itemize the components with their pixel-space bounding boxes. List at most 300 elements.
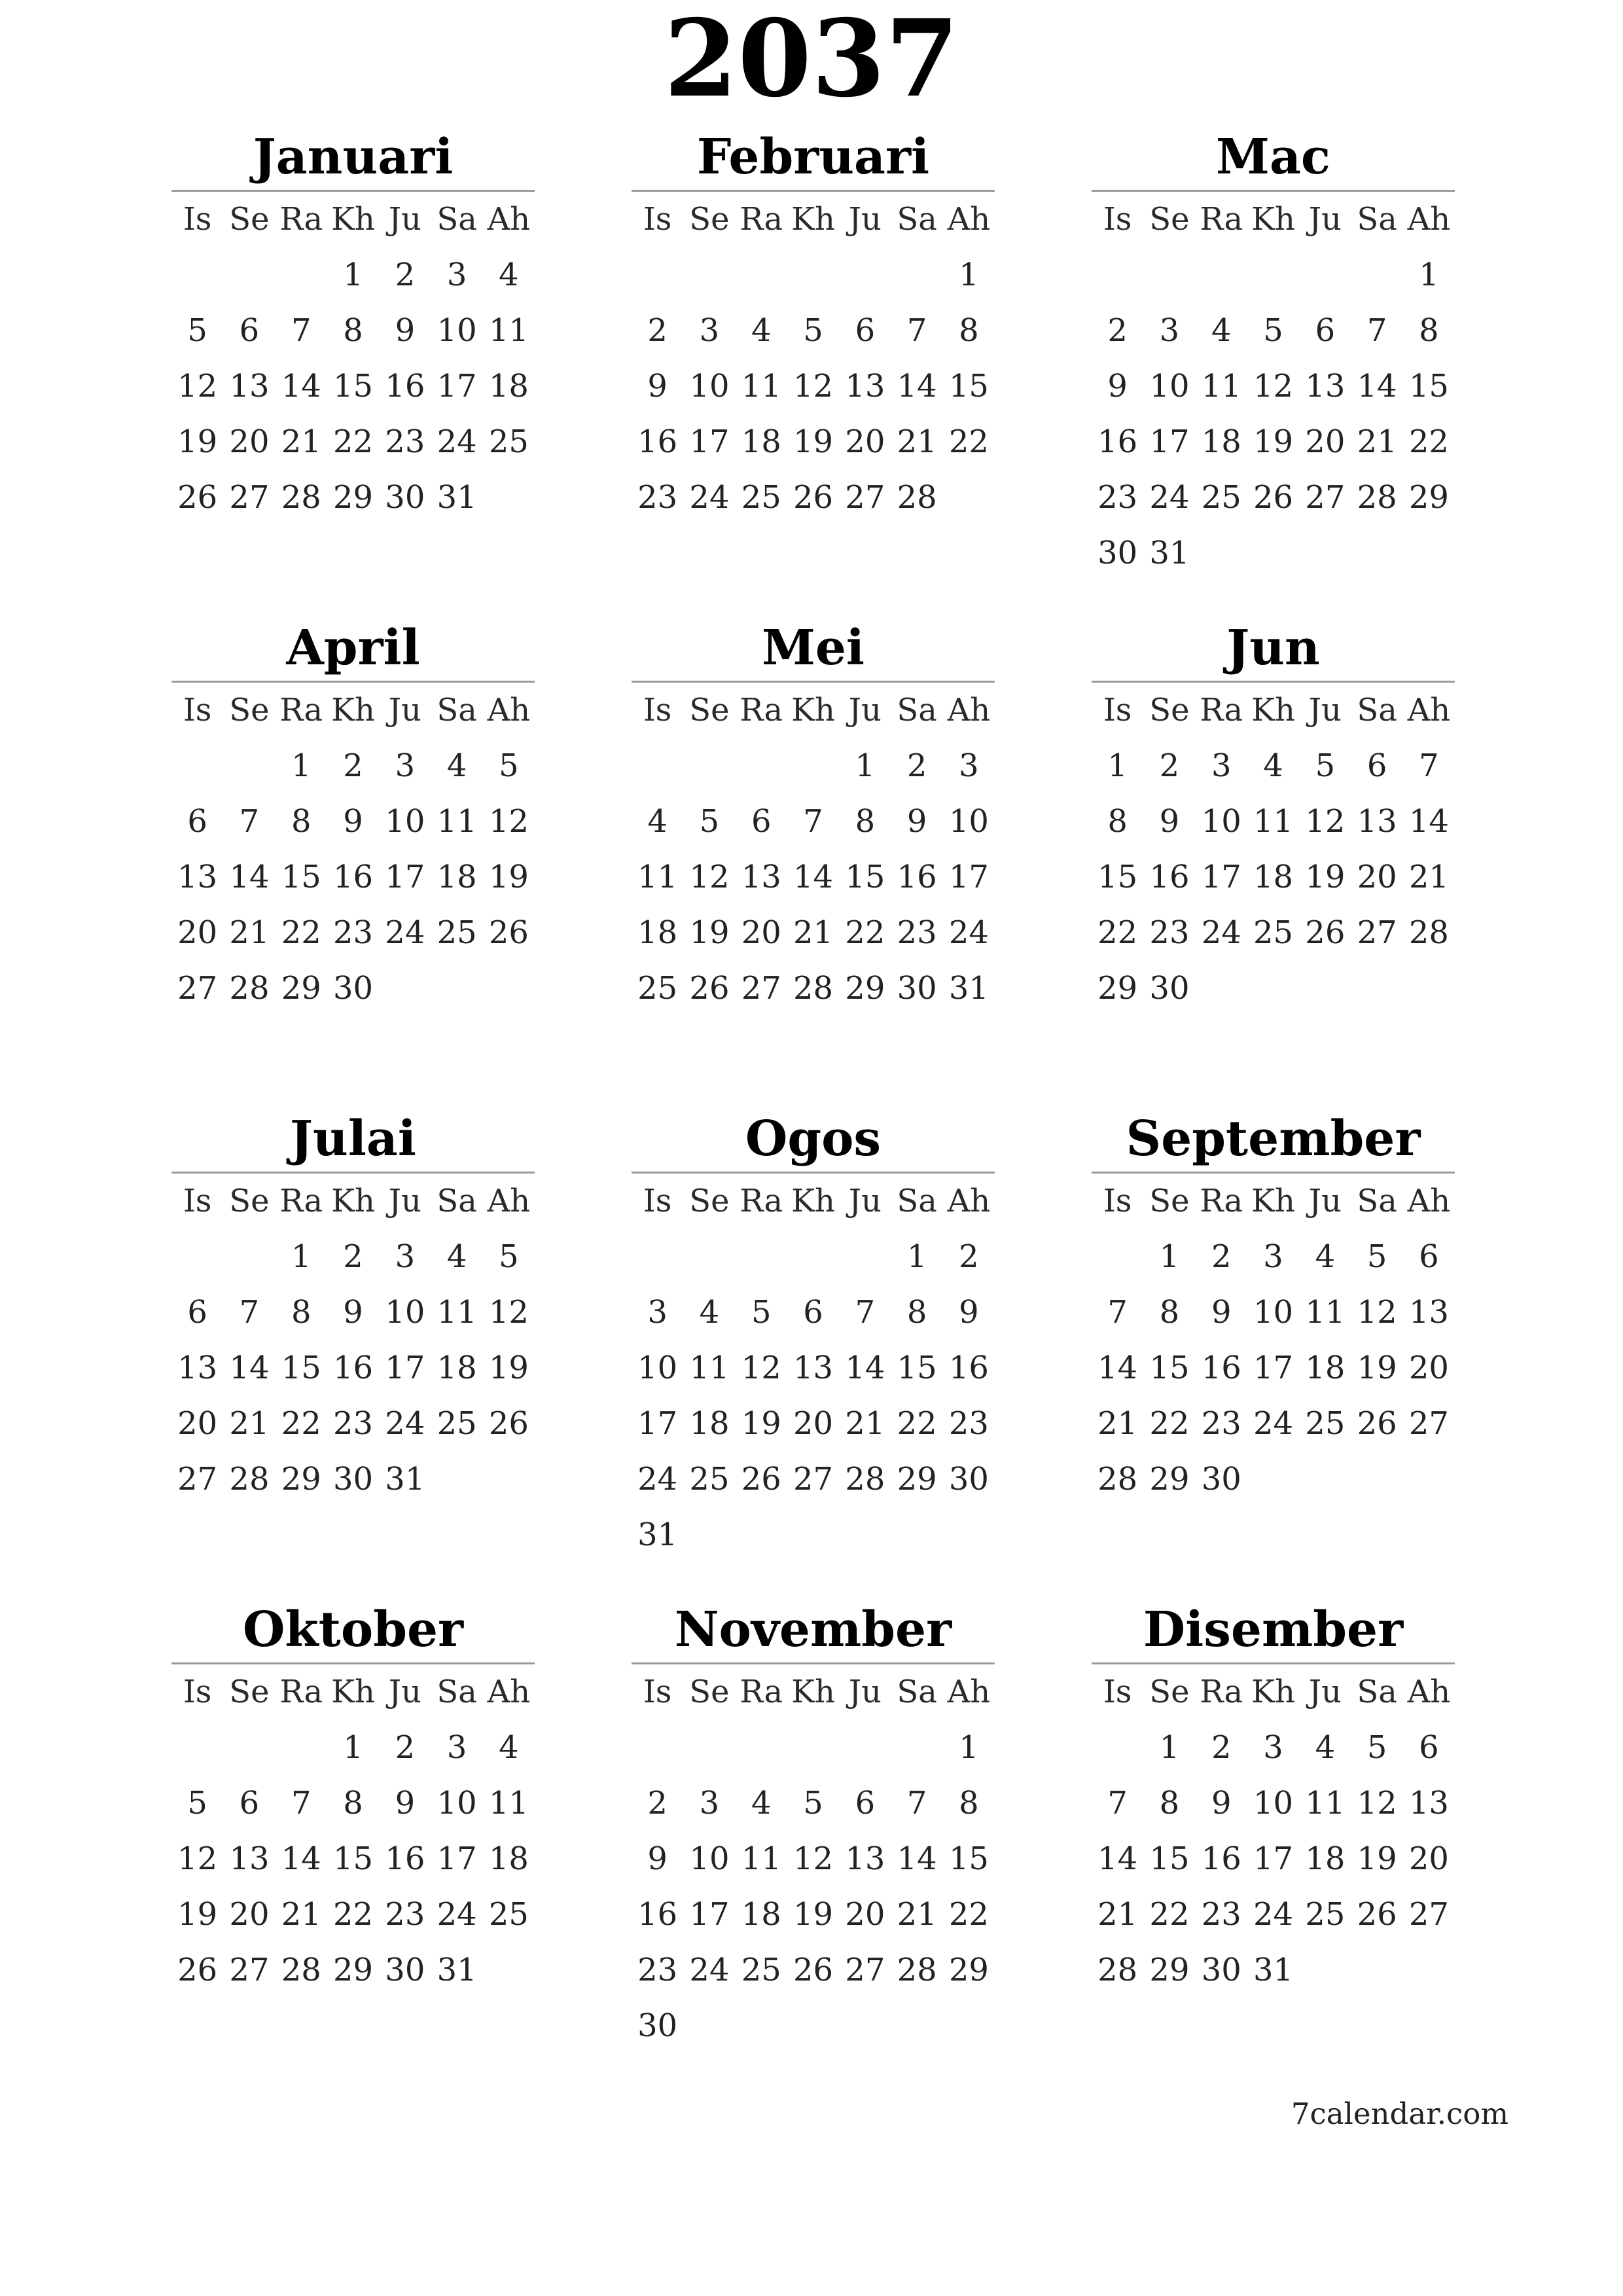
day-cell: 13 xyxy=(1305,368,1346,404)
weekday-header: Ra xyxy=(279,692,323,728)
day-cell: 4 xyxy=(647,803,668,840)
day-cell: 12 xyxy=(1305,803,1346,840)
weekday-header: Se xyxy=(229,1183,270,1219)
day-cell: 7 xyxy=(1366,312,1387,349)
day-cell: 10 xyxy=(1253,1785,1294,1821)
month-name: Jun xyxy=(1226,620,1320,676)
weekday-header: Se xyxy=(229,1674,270,1710)
day-cell: 9 xyxy=(1211,1294,1232,1331)
day-cell: 24 xyxy=(385,1405,425,1442)
day-cell: 9 xyxy=(647,368,668,404)
day-cell: 6 xyxy=(187,803,207,840)
weekday-header: Kh xyxy=(331,1183,375,1219)
day-cell: 5 xyxy=(187,312,207,349)
day-cell: 5 xyxy=(751,1294,772,1331)
day-cell: 7 xyxy=(239,1294,260,1331)
day-cell: 23 xyxy=(1097,479,1138,516)
day-cell: 2 xyxy=(959,1238,979,1275)
day-cell: 25 xyxy=(1201,479,1241,516)
day-cell: 26 xyxy=(689,970,730,1007)
day-cell: 30 xyxy=(637,2007,678,2044)
day-cell: 11 xyxy=(741,1840,781,1877)
weekday-header: Ju xyxy=(848,201,882,238)
day-cell: 19 xyxy=(488,859,529,895)
weekday-header: Is xyxy=(183,1183,212,1219)
day-cell: 20 xyxy=(229,1896,270,1933)
day-cell: 3 xyxy=(647,1294,668,1331)
day-cell: 12 xyxy=(488,803,529,840)
day-grid xyxy=(632,683,995,1016)
day-cell: 17 xyxy=(689,1896,730,1933)
weekday-header: Kh xyxy=(1251,692,1295,728)
empty-cell xyxy=(787,247,839,303)
day-cell: 14 xyxy=(1357,368,1397,404)
day-cell: 4 xyxy=(499,1729,519,1766)
day-cell: 15 xyxy=(948,1840,989,1877)
day-cell: 1 xyxy=(959,257,979,293)
day-cell: 25 xyxy=(488,1896,529,1933)
day-cell: 13 xyxy=(229,1840,270,1877)
day-cell: 23 xyxy=(385,1896,425,1933)
empty-cell xyxy=(632,247,683,303)
day-cell: 28 xyxy=(1408,914,1449,951)
day-cell: 1 xyxy=(1159,1238,1180,1275)
day-cell: 29 xyxy=(333,1952,374,1988)
day-cell: 4 xyxy=(1211,312,1232,349)
month-april xyxy=(171,615,535,1016)
day-cell: 21 xyxy=(1097,1896,1138,1933)
weekday-header: Se xyxy=(689,692,730,728)
day-cell: 18 xyxy=(488,368,529,404)
day-cell: 26 xyxy=(1253,479,1294,516)
day-cell: 14 xyxy=(897,1840,937,1877)
day-cell: 24 xyxy=(385,914,425,951)
day-cell: 27 xyxy=(229,479,270,516)
day-cell: 18 xyxy=(741,423,781,460)
day-cell: 16 xyxy=(385,368,425,404)
day-cell: 23 xyxy=(333,914,374,951)
day-cell: 27 xyxy=(1305,479,1346,516)
weekday-header: Sa xyxy=(1357,1674,1397,1710)
month-disember xyxy=(1092,1597,1455,1998)
day-cell: 17 xyxy=(1253,1840,1294,1877)
day-cell: 30 xyxy=(948,1461,989,1498)
day-cell: 26 xyxy=(741,1461,781,1498)
day-cell: 1 xyxy=(1419,257,1439,293)
day-cell: 23 xyxy=(1201,1405,1241,1442)
empty-cell xyxy=(736,1229,787,1285)
day-cell: 12 xyxy=(177,368,218,404)
day-cell: 2 xyxy=(343,1238,363,1275)
day-cell: 6 xyxy=(239,312,260,349)
day-cell: 10 xyxy=(385,1294,425,1331)
day-cell: 5 xyxy=(187,1785,207,1821)
day-cell: 4 xyxy=(751,1785,772,1821)
day-cell: 21 xyxy=(1408,859,1449,895)
day-cell: 12 xyxy=(689,859,730,895)
day-cell: 16 xyxy=(1097,423,1138,460)
day-cell: 15 xyxy=(281,1350,321,1386)
day-cell: 18 xyxy=(637,914,678,951)
weekday-header: Ah xyxy=(1407,1674,1451,1710)
day-cell: 3 xyxy=(1263,1729,1283,1766)
day-cell: 11 xyxy=(1201,368,1241,404)
day-cell: 16 xyxy=(1201,1840,1241,1877)
day-cell: 12 xyxy=(793,1840,834,1877)
day-cell: 31 xyxy=(637,1516,678,1553)
weekday-header: Is xyxy=(183,201,212,238)
day-cell: 30 xyxy=(1201,1461,1241,1498)
day-cell: 28 xyxy=(281,479,321,516)
weekday-header: Kh xyxy=(331,1674,375,1710)
weekday-header: Kh xyxy=(791,692,835,728)
empty-cell xyxy=(171,1720,223,1776)
day-cell: 22 xyxy=(1149,1405,1190,1442)
empty-cell xyxy=(736,247,787,303)
day-cell: 1 xyxy=(855,747,876,784)
day-cell: 17 xyxy=(689,423,730,460)
day-cell: 17 xyxy=(637,1405,678,1442)
day-cell: 22 xyxy=(281,1405,321,1442)
day-cell: 3 xyxy=(959,747,979,784)
day-cell: 11 xyxy=(488,1785,529,1821)
month-name: Januari xyxy=(253,129,454,185)
day-cell: 10 xyxy=(637,1350,678,1386)
day-cell: 7 xyxy=(1419,747,1439,784)
day-cell: 11 xyxy=(1305,1294,1346,1331)
day-grid xyxy=(1092,683,1455,1016)
day-cell: 2 xyxy=(395,257,416,293)
day-cell: 29 xyxy=(1097,970,1138,1007)
day-cell: 11 xyxy=(1253,803,1294,840)
day-cell: 28 xyxy=(229,1461,270,1498)
empty-cell xyxy=(223,1720,275,1776)
empty-cell xyxy=(736,738,787,794)
day-cell: 21 xyxy=(845,1405,885,1442)
day-cell: 18 xyxy=(1305,1350,1346,1386)
day-cell: 28 xyxy=(897,1952,937,1988)
month-ogos xyxy=(632,1106,995,1563)
month-oktober xyxy=(171,1597,535,1998)
day-cell: 4 xyxy=(499,257,519,293)
month-name: September xyxy=(1126,1111,1421,1167)
day-cell: 3 xyxy=(1211,747,1232,784)
day-cell: 9 xyxy=(647,1840,668,1877)
day-cell: 15 xyxy=(333,1840,374,1877)
day-cell: 20 xyxy=(1408,1840,1449,1877)
empty-cell xyxy=(632,738,683,794)
day-cell: 16 xyxy=(897,859,937,895)
day-cell: 24 xyxy=(948,914,989,951)
day-cell: 19 xyxy=(1357,1840,1397,1877)
day-cell: 7 xyxy=(1107,1785,1128,1821)
day-cell: 9 xyxy=(343,803,363,840)
day-cell: 3 xyxy=(699,312,720,349)
day-cell: 27 xyxy=(229,1952,270,1988)
day-cell: 5 xyxy=(1366,1238,1387,1275)
day-cell: 15 xyxy=(1097,859,1138,895)
day-cell: 8 xyxy=(1159,1785,1180,1821)
weekday-header: Se xyxy=(689,201,730,238)
day-cell: 18 xyxy=(437,859,477,895)
weekday-header: Kh xyxy=(1251,201,1295,238)
day-cell: 6 xyxy=(1366,747,1387,784)
day-cell: 28 xyxy=(281,1952,321,1988)
day-cell: 6 xyxy=(803,1294,823,1331)
day-cell: 28 xyxy=(229,970,270,1007)
day-cell: 16 xyxy=(1149,859,1190,895)
day-cell: 22 xyxy=(1149,1896,1190,1933)
day-cell: 26 xyxy=(1357,1405,1397,1442)
empty-cell xyxy=(736,1720,787,1776)
month-name: Julai xyxy=(290,1111,416,1167)
weekday-header: Kh xyxy=(791,1183,835,1219)
weekday-header: Ra xyxy=(279,1183,323,1219)
weekday-header: Ju xyxy=(388,201,421,238)
day-cell: 30 xyxy=(333,970,374,1007)
day-cell: 11 xyxy=(437,1294,477,1331)
day-cell: 12 xyxy=(793,368,834,404)
weekday-header: Ah xyxy=(947,1183,991,1219)
day-cell: 21 xyxy=(229,1405,270,1442)
empty-cell xyxy=(223,738,275,794)
weekday-header: Se xyxy=(1149,1183,1190,1219)
day-cell: 8 xyxy=(959,1785,979,1821)
day-cell: 14 xyxy=(281,1840,321,1877)
day-cell: 30 xyxy=(1097,535,1138,571)
empty-cell xyxy=(683,247,735,303)
day-cell: 24 xyxy=(1253,1896,1294,1933)
day-cell: 24 xyxy=(689,1952,730,1988)
month-julai xyxy=(171,1106,535,1507)
weekday-header: Ah xyxy=(487,1183,531,1219)
weekday-header: Ah xyxy=(947,201,991,238)
day-cell: 12 xyxy=(1357,1785,1397,1821)
day-cell: 31 xyxy=(437,479,477,516)
day-cell: 16 xyxy=(637,423,678,460)
day-cell: 1 xyxy=(1107,747,1128,784)
day-grid xyxy=(1092,1174,1455,1507)
day-cell: 1 xyxy=(291,747,312,784)
weekday-header: Kh xyxy=(1251,1183,1295,1219)
day-cell: 2 xyxy=(1211,1729,1232,1766)
day-cell: 18 xyxy=(488,1840,529,1877)
day-cell: 3 xyxy=(1263,1238,1283,1275)
day-cell: 11 xyxy=(437,803,477,840)
day-cell: 11 xyxy=(741,368,781,404)
day-cell: 1 xyxy=(343,257,363,293)
day-cell: 20 xyxy=(845,423,885,460)
day-cell: 21 xyxy=(793,914,834,951)
day-cell: 16 xyxy=(948,1350,989,1386)
day-cell: 28 xyxy=(1357,479,1397,516)
day-cell: 20 xyxy=(845,1896,885,1933)
day-cell: 28 xyxy=(845,1461,885,1498)
day-cell: 2 xyxy=(906,747,927,784)
day-cell: 8 xyxy=(343,1785,363,1821)
month-name: Ogos xyxy=(745,1111,882,1167)
day-cell: 28 xyxy=(897,479,937,516)
month-mac xyxy=(1092,124,1455,581)
day-cell: 15 xyxy=(948,368,989,404)
empty-cell xyxy=(223,247,275,303)
day-cell: 17 xyxy=(437,1840,477,1877)
day-cell: 30 xyxy=(385,1952,425,1988)
day-cell: 30 xyxy=(1201,1952,1241,1988)
day-cell: 21 xyxy=(229,914,270,951)
day-cell: 28 xyxy=(793,970,834,1007)
day-cell: 24 xyxy=(637,1461,678,1498)
empty-cell xyxy=(171,738,223,794)
day-cell: 19 xyxy=(793,423,834,460)
day-cell: 12 xyxy=(1253,368,1294,404)
day-cell: 1 xyxy=(291,1238,312,1275)
day-cell: 6 xyxy=(187,1294,207,1331)
weekday-header: Ah xyxy=(947,1674,991,1710)
day-cell: 9 xyxy=(1107,368,1128,404)
weekday-header: Ju xyxy=(848,1183,882,1219)
day-cell: 10 xyxy=(1201,803,1241,840)
day-cell: 7 xyxy=(906,1785,927,1821)
day-cell: 10 xyxy=(385,803,425,840)
day-cell: 4 xyxy=(699,1294,720,1331)
site-credit[interactable]: 7calendar.com xyxy=(1291,2096,1508,2131)
year-title: 2037 xyxy=(664,0,959,121)
weekday-header: Ra xyxy=(279,1674,323,1710)
day-cell: 4 xyxy=(1263,747,1283,784)
day-cell: 26 xyxy=(1305,914,1346,951)
day-cell: 27 xyxy=(1408,1405,1449,1442)
day-cell: 5 xyxy=(803,312,823,349)
empty-cell xyxy=(683,738,735,794)
day-cell: 8 xyxy=(1159,1294,1180,1331)
day-cell: 7 xyxy=(855,1294,876,1331)
day-cell: 14 xyxy=(229,859,270,895)
day-cell: 2 xyxy=(1107,312,1128,349)
day-cell: 8 xyxy=(291,1294,312,1331)
day-cell: 17 xyxy=(385,1350,425,1386)
weekday-header: Ah xyxy=(1407,1183,1451,1219)
day-cell: 31 xyxy=(948,970,989,1007)
day-cell: 14 xyxy=(845,1350,885,1386)
day-grid xyxy=(1092,1664,1455,1998)
weekday-header: Sa xyxy=(897,1183,937,1219)
weekday-header: Kh xyxy=(791,1674,835,1710)
day-cell: 15 xyxy=(1149,1350,1190,1386)
weekday-header: Is xyxy=(183,1674,212,1710)
day-cell: 8 xyxy=(1107,803,1128,840)
day-cell: 21 xyxy=(281,1896,321,1933)
day-cell: 12 xyxy=(177,1840,218,1877)
day-grid xyxy=(171,683,535,1016)
day-cell: 21 xyxy=(897,423,937,460)
day-cell: 17 xyxy=(948,859,989,895)
day-cell: 5 xyxy=(1366,1729,1387,1766)
day-grid xyxy=(171,1664,535,1998)
weekday-header: Ah xyxy=(487,1674,531,1710)
day-cell: 22 xyxy=(1097,914,1138,951)
empty-cell xyxy=(787,1229,839,1285)
day-cell: 26 xyxy=(488,1405,529,1442)
day-cell: 13 xyxy=(1408,1785,1449,1821)
weekday-header: Ju xyxy=(1308,1183,1342,1219)
day-cell: 6 xyxy=(751,803,772,840)
day-cell: 27 xyxy=(741,970,781,1007)
weekday-header: Ra xyxy=(740,1674,783,1710)
day-cell: 24 xyxy=(689,479,730,516)
day-cell: 29 xyxy=(845,970,885,1007)
day-cell: 22 xyxy=(845,914,885,951)
day-cell: 9 xyxy=(395,312,416,349)
day-cell: 28 xyxy=(1097,1461,1138,1498)
day-grid xyxy=(171,192,535,526)
weekday-header: Ju xyxy=(1308,692,1342,728)
day-cell: 17 xyxy=(1201,859,1241,895)
day-cell: 16 xyxy=(1201,1350,1241,1386)
day-cell: 6 xyxy=(855,312,876,349)
day-cell: 10 xyxy=(1149,368,1190,404)
day-cell: 8 xyxy=(959,312,979,349)
day-cell: 6 xyxy=(239,1785,260,1821)
day-cell: 18 xyxy=(1201,423,1241,460)
day-cell: 27 xyxy=(177,970,218,1007)
day-cell: 7 xyxy=(1107,1294,1128,1331)
day-cell: 27 xyxy=(177,1461,218,1498)
weekday-header: Is xyxy=(183,692,212,728)
weekday-header: Ju xyxy=(848,692,882,728)
month-name: April xyxy=(286,620,420,676)
day-cell: 2 xyxy=(395,1729,416,1766)
day-cell: 1 xyxy=(343,1729,363,1766)
day-cell: 25 xyxy=(1253,914,1294,951)
weekday-header: Ah xyxy=(1407,201,1451,238)
weekday-header: Is xyxy=(643,201,672,238)
day-cell: 5 xyxy=(499,1238,519,1275)
weekday-header: Ra xyxy=(740,201,783,238)
day-cell: 20 xyxy=(1305,423,1346,460)
empty-cell xyxy=(223,1229,275,1285)
day-cell: 17 xyxy=(1149,423,1190,460)
day-cell: 13 xyxy=(1357,803,1397,840)
day-cell: 10 xyxy=(437,312,477,349)
day-cell: 16 xyxy=(333,1350,374,1386)
day-cell: 7 xyxy=(291,312,312,349)
day-cell: 15 xyxy=(845,859,885,895)
day-cell: 19 xyxy=(793,1896,834,1933)
weekday-header: Kh xyxy=(1251,1674,1295,1710)
day-cell: 27 xyxy=(1357,914,1397,951)
day-cell: 25 xyxy=(1305,1896,1346,1933)
empty-cell xyxy=(839,1720,891,1776)
day-cell: 15 xyxy=(333,368,374,404)
day-cell: 25 xyxy=(1305,1405,1346,1442)
day-cell: 28 xyxy=(1097,1952,1138,1988)
day-cell: 31 xyxy=(1149,535,1190,571)
day-cell: 31 xyxy=(385,1461,425,1498)
day-cell: 15 xyxy=(1149,1840,1190,1877)
day-cell: 15 xyxy=(1408,368,1449,404)
day-cell: 27 xyxy=(793,1461,834,1498)
day-cell: 14 xyxy=(1097,1840,1138,1877)
empty-cell xyxy=(1092,1720,1143,1776)
empty-cell xyxy=(276,247,327,303)
empty-cell xyxy=(891,1720,942,1776)
day-cell: 10 xyxy=(948,803,989,840)
day-cell: 2 xyxy=(343,747,363,784)
day-cell: 3 xyxy=(699,1785,720,1821)
day-cell: 17 xyxy=(1253,1350,1294,1386)
day-cell: 1 xyxy=(1159,1729,1180,1766)
